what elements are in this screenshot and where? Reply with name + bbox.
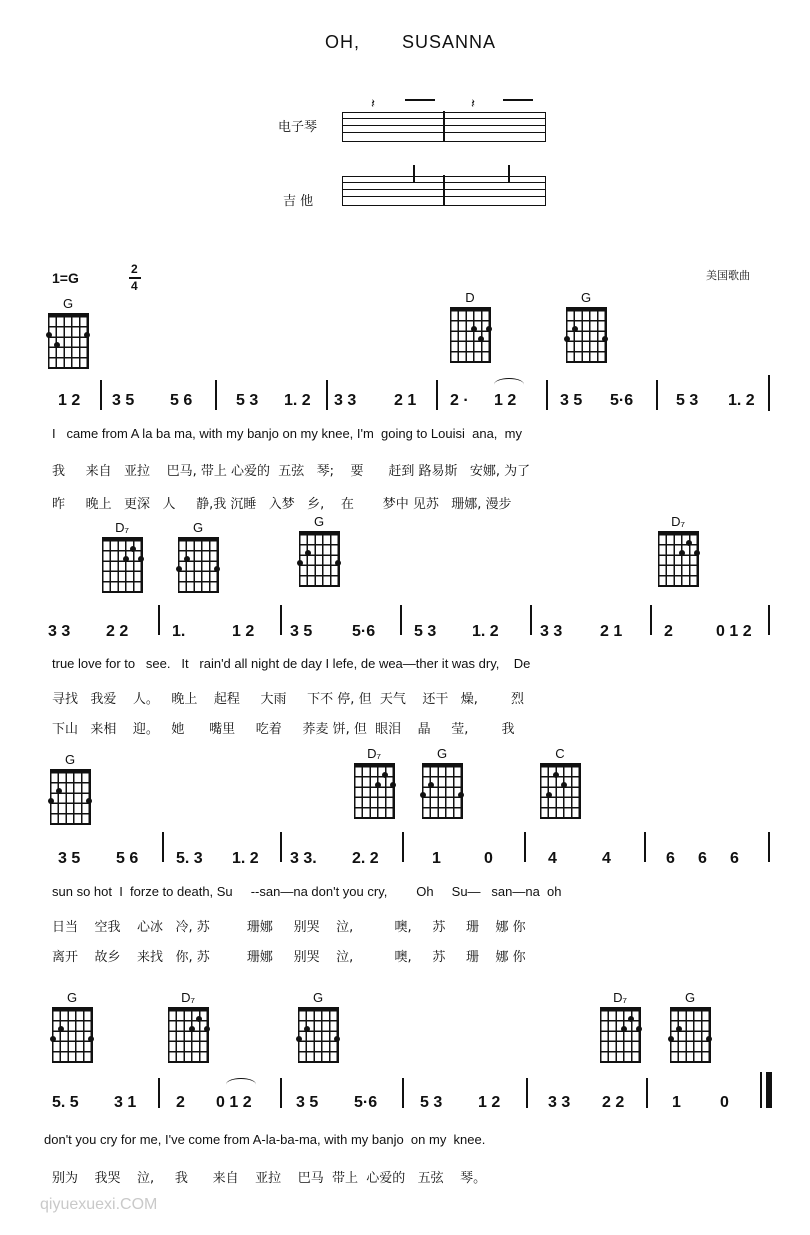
chord-name: D bbox=[465, 290, 475, 305]
bar-line bbox=[280, 605, 282, 635]
chord-diagram bbox=[656, 514, 700, 587]
note-group: 2 1 bbox=[394, 392, 417, 409]
chord-name: G bbox=[62, 296, 74, 311]
notation-line bbox=[40, 1078, 770, 1138]
note-group: 3 1 bbox=[114, 1094, 137, 1111]
bar-line bbox=[400, 605, 402, 635]
note-group: 3 3 bbox=[548, 1094, 571, 1111]
lyric-english: true love for to see. It rain'd all night de day I lefe, de wea—ther it was dry, De bbox=[52, 656, 531, 671]
bar-line bbox=[280, 832, 282, 862]
note-group: 6 bbox=[666, 850, 675, 867]
bar-line bbox=[158, 1078, 160, 1108]
note-group: 5. 5 bbox=[52, 1094, 79, 1111]
guitar-rhythm-staff bbox=[342, 176, 546, 206]
chord-name: D₇ bbox=[181, 990, 195, 1005]
lyric-english: don't you cry for me, I've come from A-la-ba-ma, with my banjo on my knee. bbox=[44, 1132, 486, 1147]
bar-line bbox=[100, 380, 102, 410]
song-title: OH, SUSANNA bbox=[325, 32, 497, 52]
note-group: 1 2 bbox=[478, 1094, 501, 1111]
chord-name: G bbox=[312, 990, 324, 1005]
chord-diagram bbox=[352, 746, 396, 819]
chord-diagram bbox=[668, 990, 712, 1063]
chord-name: G bbox=[313, 514, 325, 529]
time-signature-bottom: 4 bbox=[131, 279, 138, 293]
chord-name: G bbox=[192, 520, 204, 535]
note-group: 5 6 bbox=[170, 392, 193, 409]
lyric-chinese-verse-2: 昨 晚上 更深 人 静,我 沉睡 入梦 乡, 在 梦中 见苏 珊娜, 漫步 bbox=[52, 497, 512, 512]
chord-diagram bbox=[176, 520, 220, 593]
lyric-chinese-verse-1: 寻找 我爱 人。 晚上 起程 大雨 下不 停, 但 天气 还干 燥, 烈 bbox=[52, 692, 524, 707]
note-group: 5·6 bbox=[354, 1094, 378, 1111]
lyric-chinese-verse-1: 日当 空我 心冰 冷, 苏 珊娜 别哭 泣, 噢, 苏 珊 娜 你 bbox=[52, 920, 526, 935]
note-group: 3 3 bbox=[48, 623, 71, 640]
chord-name: D₇ bbox=[115, 520, 129, 535]
chord-diagram bbox=[564, 290, 608, 363]
lyric-chinese-verse-1: 我 来自 亚拉 巴马, 带上 心爱的 五弦 琴; 要 赶到 路易斯 安娜, 为了 bbox=[52, 464, 531, 479]
chord-diagram bbox=[100, 520, 144, 593]
lyric-chinese-verse-1: 别为 我哭 泣, 我 来自 亚拉 巴马 带上 心爱的 五弦 琴。 bbox=[52, 1171, 487, 1186]
keyboard-rhythm-staff: 𝄽 𝄽 bbox=[342, 112, 546, 142]
time-signature-top: 2 bbox=[131, 262, 138, 276]
note-group: 5 3 bbox=[414, 623, 437, 640]
note-group: 5. 3 bbox=[176, 850, 203, 867]
key-signature: 1=G bbox=[52, 270, 79, 286]
bar-line bbox=[526, 1078, 528, 1108]
bar-line bbox=[524, 832, 526, 862]
instrument-label-keyboard: 电子琴 bbox=[278, 120, 318, 135]
chord-name: G bbox=[436, 746, 448, 761]
note-group: 2 1 bbox=[600, 623, 623, 640]
note-group: 3 5 bbox=[290, 623, 313, 640]
note-group: 5 3 bbox=[420, 1094, 443, 1111]
lyric-chinese-verse-2: 下山 来相 迎。 她 嘴里 吃着 荞麦 饼, 但 眼泪 晶 莹, 我 bbox=[52, 722, 515, 737]
chord-name: G bbox=[684, 990, 696, 1005]
bar-line bbox=[215, 380, 217, 410]
note-group: 4 bbox=[548, 850, 557, 867]
note-group: 1 2 bbox=[232, 623, 255, 640]
chord-diagram bbox=[296, 990, 340, 1063]
chord-name: G bbox=[580, 290, 592, 305]
lyric-english: sun so hot I forze to death, Su --san—na don't you cry, Oh Su— san—na oh bbox=[52, 884, 562, 899]
note-group: 6 bbox=[730, 850, 739, 867]
chord-diagram bbox=[166, 990, 210, 1063]
chord-diagram bbox=[46, 296, 90, 369]
note-group: 1 bbox=[672, 1094, 681, 1111]
chord-name: D₇ bbox=[671, 514, 685, 529]
note-group: 0 bbox=[484, 850, 493, 867]
note-group: 1 2 bbox=[58, 392, 81, 409]
note-group: 3 3 bbox=[334, 392, 357, 409]
note-group: 2 · bbox=[450, 392, 469, 409]
chord-diagram bbox=[420, 746, 464, 819]
chord-diagram bbox=[48, 752, 92, 825]
bar-line bbox=[546, 380, 548, 410]
bar-line bbox=[644, 832, 646, 862]
chord-name: D₇ bbox=[613, 990, 627, 1005]
note-group: 1. 2 bbox=[232, 850, 259, 867]
note-group: 1 2 bbox=[494, 392, 517, 409]
chord-diagram bbox=[448, 290, 492, 363]
bar-line bbox=[656, 380, 658, 410]
lyric-english: I came from A la ba ma, with my banjo on my knee, I'm going to Louisi ana, my bbox=[52, 426, 522, 441]
song-origin: 美国歌曲 bbox=[706, 269, 750, 282]
chord-diagram bbox=[598, 990, 642, 1063]
bar-line bbox=[162, 832, 164, 862]
instrument-label-guitar: 吉 他 bbox=[283, 194, 314, 209]
chord-name: D₇ bbox=[367, 746, 381, 761]
bar-line bbox=[326, 380, 328, 410]
note-group: 5 6 bbox=[116, 850, 139, 867]
note-group: 5 3 bbox=[236, 392, 259, 409]
notation-line bbox=[40, 832, 770, 892]
note-group: 3 5 bbox=[560, 392, 583, 409]
note-group: 3 5 bbox=[296, 1094, 319, 1111]
chord-name: G bbox=[66, 990, 78, 1005]
note-group: 5·6 bbox=[610, 392, 634, 409]
bar-line bbox=[280, 1078, 282, 1108]
bar-line bbox=[650, 605, 652, 635]
chord-diagram bbox=[297, 514, 341, 587]
note-group: 0 bbox=[720, 1094, 729, 1111]
slur-mark bbox=[494, 378, 524, 391]
note-group: 5·6 bbox=[352, 623, 376, 640]
chord-name: C bbox=[555, 746, 565, 761]
note-group: 3 3 bbox=[540, 623, 563, 640]
note-group: 2 bbox=[664, 623, 673, 640]
bar-line bbox=[768, 375, 770, 411]
note-group: 3 3. bbox=[290, 850, 317, 867]
bar-line bbox=[646, 1078, 648, 1108]
chord-diagram bbox=[538, 746, 582, 819]
note-group: 6 bbox=[698, 850, 707, 867]
note-group: 1. 2 bbox=[284, 392, 311, 409]
final-bar-line bbox=[766, 1072, 772, 1108]
bar-line bbox=[530, 605, 532, 635]
note-group: 5 3 bbox=[676, 392, 699, 409]
site-watermark: qiyuexuexi.COM bbox=[40, 1196, 158, 1213]
note-group: 2 2 bbox=[106, 623, 129, 640]
bar-line bbox=[760, 1072, 762, 1108]
note-group: 1. bbox=[172, 623, 186, 640]
note-group: 2. 2 bbox=[352, 850, 379, 867]
lyric-chinese-verse-2: 离开 故乡 来找 你, 苏 珊娜 别哭 泣, 噢, 苏 珊 娜 你 bbox=[52, 950, 526, 965]
slur-mark bbox=[226, 1078, 256, 1091]
chord-name: G bbox=[64, 752, 76, 767]
bar-line bbox=[402, 832, 404, 862]
note-group: 0 1 2 bbox=[716, 623, 752, 640]
note-group: 3 5 bbox=[112, 392, 135, 409]
note-group: 1. 2 bbox=[472, 623, 499, 640]
chord-diagram bbox=[50, 990, 94, 1063]
bar-line bbox=[158, 605, 160, 635]
note-group: 2 bbox=[176, 1094, 185, 1111]
note-group: 4 bbox=[602, 850, 611, 867]
bar-line bbox=[768, 605, 770, 635]
note-group: 2 2 bbox=[602, 1094, 625, 1111]
note-group: 0 1 2 bbox=[216, 1094, 252, 1111]
bar-line bbox=[402, 1078, 404, 1108]
bar-line bbox=[768, 832, 770, 862]
note-group: 3 5 bbox=[58, 850, 81, 867]
note-group: 1 bbox=[432, 850, 441, 867]
note-group: 1. 2 bbox=[728, 392, 755, 409]
bar-line bbox=[436, 380, 438, 410]
